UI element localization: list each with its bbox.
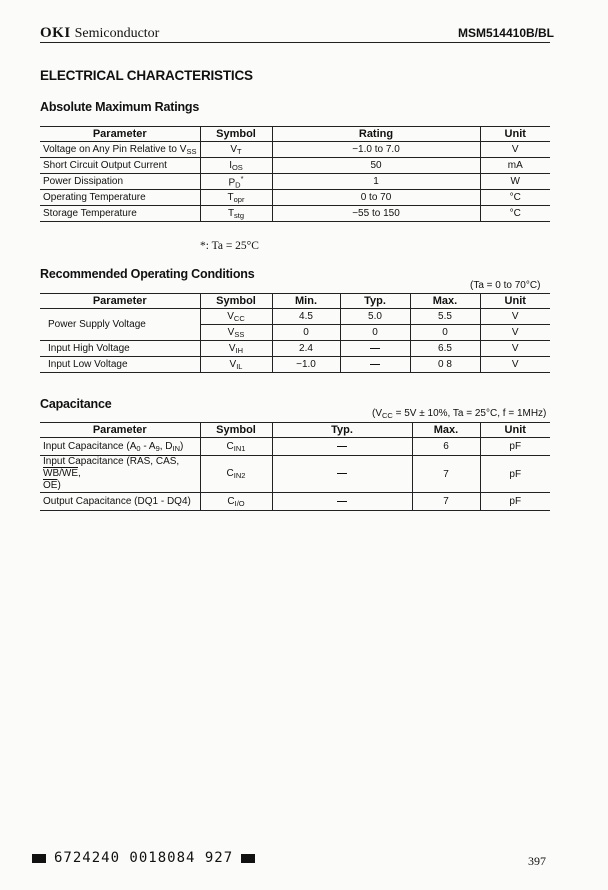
param-cell: Input High Voltage — [40, 341, 200, 357]
barcode-block-right — [241, 854, 255, 863]
table-header-row — [40, 423, 550, 438]
typ-cell — [340, 357, 410, 373]
table-row — [40, 357, 550, 373]
unit-cell: °C — [480, 190, 550, 206]
param-cell: Input Low Voltage — [40, 357, 200, 373]
unit-cell: mA — [480, 158, 550, 174]
oki-logo: OKI — [40, 25, 71, 41]
table-row — [40, 438, 550, 456]
rating-cell: −1.0 to 7.0 — [272, 142, 480, 158]
dash-mark — [370, 348, 380, 349]
page-title: ELECTRICAL CHARACTERISTICS — [40, 68, 253, 83]
symbol-cell: $T_{opr}$ — [200, 190, 272, 206]
unit-cell: V — [480, 142, 550, 158]
unit-cell: pF — [480, 438, 550, 456]
table-row — [40, 174, 550, 190]
typ-cell: 5.0 — [340, 309, 410, 325]
param-cell: Power Dissipation — [40, 174, 200, 190]
typ-cell: 0 — [340, 325, 410, 341]
capacitance-condition: ($V_{CC} = 5V \pm 10\%$, Ta = 25°C, f = 1MHz) — [372, 408, 547, 420]
min-cell: 0 — [272, 325, 340, 341]
symbol-cell: $I_{OS}$ — [200, 158, 272, 174]
symbol-cell: $V_{IH}$ — [200, 341, 272, 357]
param-cell: Input Capacitance ($A_0 - A_9$, $D_{IN}$) — [40, 438, 200, 456]
table-row — [40, 190, 550, 206]
max-cell: 0 8 — [410, 357, 480, 373]
unit-cell: pF — [480, 456, 550, 493]
typ-cell — [340, 341, 410, 357]
symbol-cell: $C_{I/O}$ — [200, 493, 272, 511]
table-row — [40, 341, 550, 357]
unit-cell: V — [480, 341, 550, 357]
rec-op-condition: (Ta = 0 to 70°C) — [470, 280, 541, 291]
symbol-cell: $P_D^*$ — [200, 174, 272, 190]
unit-cell: V — [480, 357, 550, 373]
table-header-row — [40, 294, 550, 309]
table-header-row — [40, 127, 550, 142]
col-header-parameter: Parameter — [40, 294, 200, 309]
col-header-rating: Rating — [272, 127, 480, 142]
rating-cell: −55 to 150 — [272, 206, 480, 222]
rec-op-title: Recommended Operating Conditions — [40, 267, 255, 281]
symbol-cell: $C_{IN1}$ — [200, 438, 272, 456]
capacitance-table — [40, 422, 550, 511]
abs-max-table — [40, 126, 550, 222]
part-number: MSM514410B/BL — [457, 26, 554, 40]
param-cell: Power Supply Voltage — [40, 309, 200, 341]
barcode-text: 6724240 0018084 927 — [54, 850, 234, 866]
page-number: 397 — [528, 854, 546, 868]
table-row — [40, 493, 550, 511]
header-rule — [40, 42, 550, 43]
unit-cell: V — [480, 325, 550, 341]
symbol-cell: $V_{CC}$ — [200, 309, 272, 325]
col-header-unit: Unit — [480, 127, 550, 142]
abs-max-title: Absolute Maximum Ratings — [40, 100, 200, 114]
col-header-max: Max. — [412, 423, 480, 438]
symbol-cell: $C_{IN2}$ — [200, 456, 272, 493]
typ-cell — [272, 438, 412, 456]
rating-cell: 0 to 70 — [272, 190, 480, 206]
rating-cell: 1 — [272, 174, 480, 190]
dash-mark — [337, 501, 347, 502]
max-cell: 6 — [412, 438, 480, 456]
unit-cell: V — [480, 309, 550, 325]
col-header-min: Min. — [272, 294, 340, 309]
param-cell: Operating Temperature — [40, 190, 200, 206]
max-cell: 5.5 — [410, 309, 480, 325]
brand-text: Semiconductor — [74, 26, 160, 41]
min-cell: 2.4 — [272, 341, 340, 357]
barcode-block-left — [32, 854, 46, 863]
rating-cell: 50 — [272, 158, 480, 174]
col-header-max: Max. — [410, 294, 480, 309]
dash-mark — [370, 364, 380, 365]
col-header-unit: Unit — [480, 294, 550, 309]
unit-cell: W — [480, 174, 550, 190]
dash-mark — [337, 446, 347, 447]
table-row — [40, 158, 550, 174]
rec-op-table — [40, 293, 550, 373]
col-header-unit: Unit — [480, 423, 550, 438]
max-cell: 7 — [412, 493, 480, 511]
min-cell: −1.0 — [272, 357, 340, 373]
symbol-cell: $V_{SS}$ — [200, 325, 272, 341]
capacitance-title: Capacitance — [40, 397, 112, 411]
abs-max-footnote: *: Ta = 25°C — [200, 240, 259, 252]
param-cell: Storage Temperature — [40, 206, 200, 222]
col-header-symbol: Symbol — [200, 423, 272, 438]
header-brand — [40, 24, 159, 42]
param-cell: Output Capacitance (DQ1 - DQ4) — [40, 493, 200, 511]
param-cell: Short Circuit Output Current — [40, 158, 200, 174]
col-header-parameter: Parameter — [40, 423, 200, 438]
col-header-parameter: Parameter — [40, 127, 200, 142]
table-row — [40, 309, 550, 325]
footer-barcode — [32, 850, 255, 866]
typ-cell — [272, 456, 412, 493]
unit-cell: pF — [480, 493, 550, 511]
col-header-symbol: Symbol — [200, 294, 272, 309]
max-cell: 7 — [412, 456, 480, 493]
col-header-symbol: Symbol — [200, 127, 272, 142]
col-header-typ: Typ. — [272, 423, 412, 438]
unit-cell: °C — [480, 206, 550, 222]
dash-mark — [337, 473, 347, 474]
table-row — [40, 206, 550, 222]
symbol-cell: $T_{stg}$ — [200, 206, 272, 222]
min-cell: 4.5 — [272, 309, 340, 325]
max-cell: 6.5 — [410, 341, 480, 357]
col-header-typ: Typ. — [340, 294, 410, 309]
typ-cell — [272, 493, 412, 511]
symbol-cell: $V_{IL}$ — [200, 357, 272, 373]
symbol-cell: $V_T$ — [200, 142, 272, 158]
param-cell: Input Capacitance ($\overline{RAS}$, $\overline{CAS}$, WB/WE, $\overline{OE}$) — [40, 456, 200, 493]
max-cell: 0 — [410, 325, 480, 341]
table-row — [40, 142, 550, 158]
param-cell: Voltage on Any Pin Relative to $V_{SS}$ — [40, 142, 200, 158]
table-row — [40, 456, 550, 493]
